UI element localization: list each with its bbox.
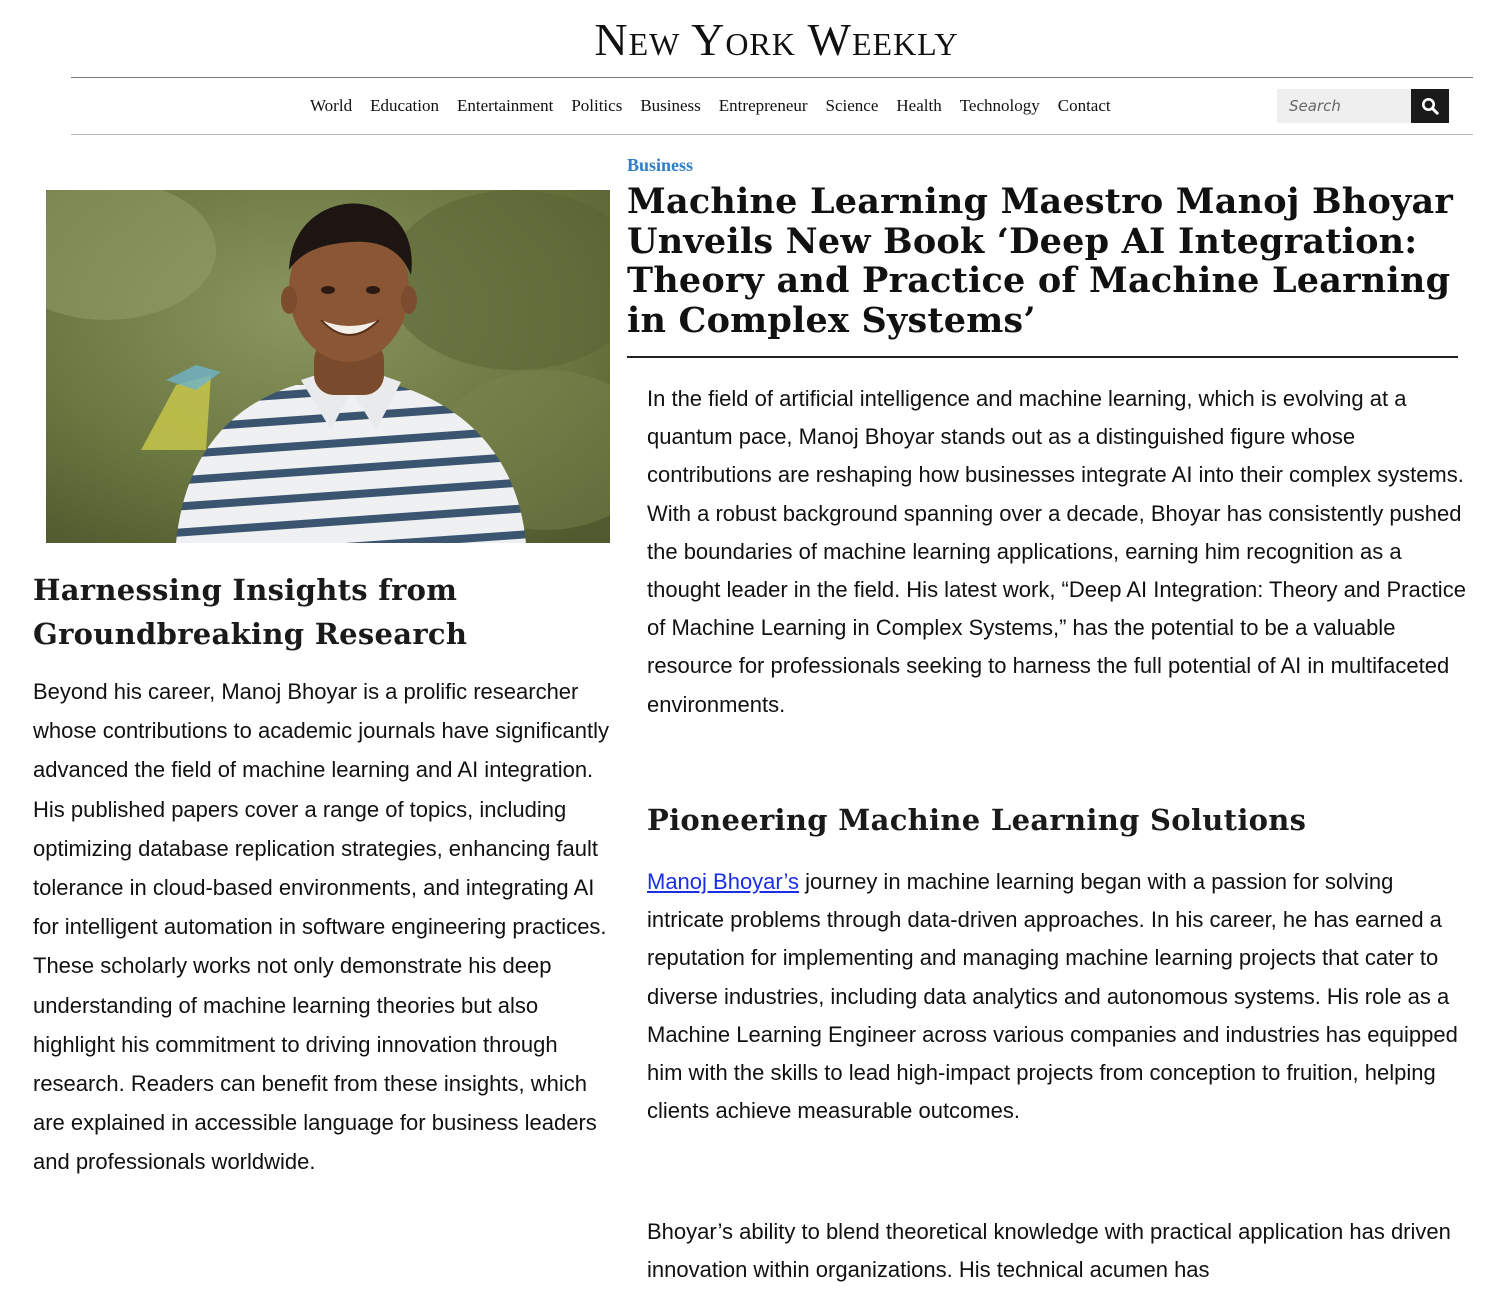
headline-divider: [627, 356, 1458, 358]
sidebar-heading: Harnessing Insights from Groundbreaking Research: [33, 573, 468, 651]
search-input[interactable]: [1277, 89, 1411, 123]
section-body-text: journey in machine learning began with a passion for solving intricate problems through data-driven approaches. In his career, he has earned a reputation for implementing and managing machine learning projects that cater to diverse industries, including data analytics and autonomous systems. His role as a Machine Learning Engineer across various companies and industries has equipped him with the skills to lead high-impact projects from conception to fruition, helping clients achieve measurable outcomes.: [647, 869, 1458, 1124]
nav-item-entertainment[interactable]: Entertainment: [457, 96, 554, 115]
nav-item-business[interactable]: Business: [640, 96, 701, 115]
article-intro-wrap: [647, 380, 1467, 724]
search-button[interactable]: [1411, 89, 1449, 123]
section-heading-wrap: [647, 803, 1467, 837]
section-body: [647, 863, 1467, 1130]
portrait-illustration: [46, 190, 610, 543]
article-intro: In the field of artificial intelligence and machine learning, which is evolving at a quantum pace, Manoj Bhoyar stands out as a distinguished figure whose contributions are reshaping how businesses integrate AI into their complex systems. With a robust background spanning over a decade, Bhoyar has consistently pushed the boundaries of machine learning applications, earning him recognition as a thought leader in the field. His latest work, “Deep AI Integration: Theory and Practice of Machine Learning in Complex Systems,” has the potential to be a valuable resource for professionals seeking to harness the full potential of AI in multifaceted environments.: [647, 386, 1466, 717]
search-icon: [1421, 97, 1439, 115]
author-link[interactable]: Manoj Bhoyar’s: [647, 869, 800, 894]
nav-item-politics[interactable]: Politics: [571, 96, 623, 115]
section-heading: Pioneering Machine Learning Solutions: [647, 803, 1307, 837]
next-paragraph: Bhoyar’s ability to blend theoretical knowledge with practical application has driven innovation within organizations. His technical acumen has: [647, 1219, 1451, 1283]
author-photo: [46, 190, 610, 543]
nav-item-education[interactable]: Education: [370, 96, 439, 115]
main-nav: [71, 77, 1473, 135]
nav-item-science[interactable]: Science: [825, 96, 879, 115]
next-para-wrap: [647, 1213, 1467, 1289]
nav-item-contact[interactable]: Contact: [1057, 96, 1111, 115]
site-logo[interactable]: New York Weekly: [594, 14, 959, 65]
article-headline: Machine Learning Maestro Manoj Bhoyar Unveils New Book ‘Deep AI Integration: Theory and Practice of Machine Learning in Complex Systems’: [627, 181, 1454, 341]
section-body-wrap: [647, 863, 1467, 1130]
nav-item-health[interactable]: Health: [896, 96, 942, 115]
nav-item-entrepreneur[interactable]: Entrepreneur: [718, 96, 808, 115]
nav-item-technology[interactable]: Technology: [959, 96, 1040, 115]
sidebar-body: Beyond his career, Manoj Bhoyar is a prolific researcher whose contributions to academic journals have significantly advanced the field of machine learning and AI integration. His published papers cover a range of topics, including optimizing database replication strategies, enhancing fault tolerance in cloud-based environments, and integrating AI for intelligent automation in software engineering practices. These scholarly works not only demonstrate his deep understanding of machine learning theories but also highlight his commitment to driving innovation through research. Readers can benefit from these insights, which are explained in accessible language for business leaders and professionals worldwide.: [33, 679, 609, 1175]
nav-list: [301, 78, 1120, 134]
masthead: [0, 8, 1511, 72]
category-link[interactable]: Business: [627, 155, 694, 175]
nav-item-world[interactable]: World: [310, 96, 353, 115]
